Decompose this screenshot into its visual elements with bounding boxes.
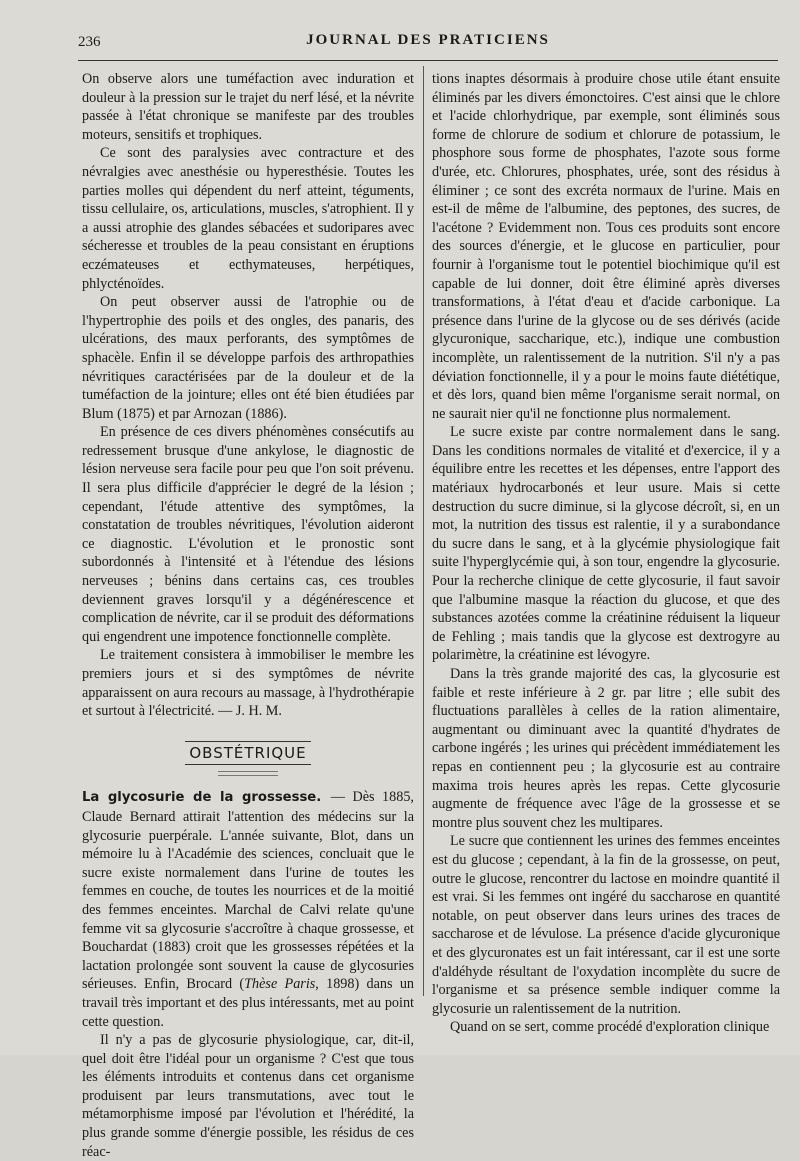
- section-title-wrap: [82, 741, 414, 766]
- column-divider: [423, 66, 424, 996]
- page-number: 236: [78, 34, 101, 50]
- paragraph: Ce sont des paralysies avec contracture et des névralgies avec anesthésie ou hyperesthésie. Toutes les parties molles qui dépendent du nerf atteint, téguments, tissu cellulaire, os, articulations, muscles, s'atrophient. Il y a aussi atrophie des glandes sébacées et sudoripares avec sécheresse et troubles de la peau consistant en éruptions eczémateuses et ecthymateuses, herpétiques, phlycténoïdes.: [82, 145, 414, 292]
- header-rule: [78, 60, 778, 61]
- page-header: [78, 30, 778, 56]
- article-intro-text: — Dès 1885, Claude Bernard attirait l'attention des médecins sur la glycosurie puerpérale. L'année suivante, Blot, dans un mémoire lu à l'Académie des sciences, concluait que le sucre existe normalement dans l'urine de toutes les femmes en couche, de toutes les nourrices et de la moitié des femmes enceintes. Marchal de Calvi relate qu'une femme vit sa glycosurie s'accroître à chaque grossesse, et Bouchardat (1883) croit que les grossesses répétées et la lactation prolongée sont souvent la cause de glycosuries sérieuses. Enfin, Brocard (: [82, 789, 414, 993]
- journal-title: JOURNAL DES PRATICIENS: [306, 32, 550, 48]
- paragraph: Dans la très grande majorité des cas, la glycosurie est faible et reste inférieure à 2 gr. par litre ; elle subit des fluctuations parallèles à celles de la ration alimentaire, augmentant ou diminuant avec la quantité d'hydrates de carbone ingérés ; les urines qui précèdent immédiatement les repas en contiennent peu ; la glycosurie est au contraire maxima trois heures après les repas. Cette glycosurie augmente de fréquence avec l'âge de la grossesse et se montre plus souvent chez les multipares.: [432, 666, 780, 831]
- paragraph: On peut observer aussi de l'atrophie ou de l'hypertrophie des poils et des ongles, des panaris, des ulcérations, des maux perforants, des symptômes de sphacèle. Enfin il se développe parfois des arthropathies névritiques caractérisées par de la douleur et de la tuméfaction de la jointure; elles ont été bien étudiées par Blum (1875) et par Arnozan (1886).: [82, 294, 414, 422]
- right-column: [432, 70, 780, 1037]
- paragraph: En présence de ces divers phénomènes consécutifs au redressement brusque d'une ankylose, le diagnostic de lésion nerveuse sera facile pour peu que l'on soit prévenu. Il sera plus difficile d'apprécier le degré de la lésion ; cependant, l'étude attentive des symptômes, la constatation de troubles névritiques, l'évolution aideront ce diagnostic. L'évolution et le pronostic sont subordonnés à l'intensité et à l'étendue des lésions nerveuses ; bénins dans certains cas, ces troubles deviennent graves lorsqu'il y a dégénérescence et complication de névrite, car il se produit des déformations qui engendrent une impotence fonctionnelle complète.: [82, 424, 414, 645]
- article-intro-end: , 1898) dans un travail très important et des plus intéressants, met au point cette question.: [82, 976, 415, 1030]
- article-intro-italic: Thèse Paris: [244, 976, 316, 993]
- paragraph: Le sucre que contiennent les urines des femmes enceintes est du glucose ; cependant, à la fin de la grossesse, on peut, outre le glucose, rencontrer du lactose en moindre quantité il est vrai. Si les femmes ont ingéré du saccharose en quantité notable, on peut observer dans leurs urines des traces de saccharose et de lévulose. La présence d'acide glycuronique et des glycuronates est un fait intéressant, car il est une sorte d'aldéhyde résultant de l'oxydation incomplète du sucre de l'organisme et sa présence semble indiquer comme la glycosurie un ralentissement de la nutrition.: [432, 833, 780, 1017]
- paragraph: On observe alors une tuméfaction avec induration et douleur à la pression sur le trajet du nerf lésé, et la névrite passée à l'état chronique se manifeste par des troubles moteurs, sensitifs et trophiques.: [82, 71, 414, 143]
- paragraph: Il n'y a pas de glycosurie physiologique, car, dit-il, quel doit être l'idéal pour un organisme ? C'est que tous les éléments introduits et contenus dans cet organisme produisent par leurs transmutations, avec tout le métamorphisme imposé par l'évolution et l'hérédité, la plus grande somme d'énergie possible, les résidus de ces réac-: [82, 1032, 414, 1160]
- paragraph: tions inaptes désormais à produire chose utile étant ensuite éliminés par les divers émonctoires. C'est ainsi que le chlore et l'acide chlorhydrique, par exemple, sont éliminés sous forme de chlorure de sodium et chlorure de potassium, le phosphore sous forme de phosphates, l'azote sous forme d'urée, etc. Chlorures, phosphates, urée, sont des résidus à éliminer ; ce sont des excréta normaux de l'urine. Mais en est-il de même de l'albumine, des peptones, des sucres, de l'acétone ? Evidemment non. Tous ces produits sont encore des sources d'énergie, et le glucose en particulier, pour fournir à l'organisme tout le potentiel biochimique qu'il est capable de lui donner, doit être éliminé après diverses transformations, à l'état d'eau et d'acide carbonique. La présence dans l'urine de la glycose ou de ses dérivés (acide glycuronique, saccharique, etc.), indique une combustion incomplète, un ralentissement de la nutrition. S'il n'y a pas déviation fonctionnelle, il y a pour le moins faute diététique, et dès lors, quand bien même l'organisme serait normal, on ne saurait nier qu'il ne fonctionne plus normalement.: [432, 71, 780, 422]
- section-title: OBSTÉTRIQUE: [185, 741, 310, 766]
- article-heading: La glycosurie de la grossesse.: [82, 790, 322, 806]
- left-column: [82, 70, 414, 1161]
- paragraph: Le traitement consistera à immobiliser le membre les premiers jours et si des symptômes de névrite apparaissent on aura recours au massage, à l'hydrothérapie et surtout à l'électricité. — J. H. M.: [82, 647, 414, 720]
- paragraph: Le sucre existe par contre normalement dans le sang. Dans les conditions normales de vitalité et d'exercice, il y a équilibre entre les recettes et les dépenses, entre l'apport des matériaux hydrocarbonés et leur usure. Mais si cette destruction du sucre diminue, si la glycose décroît, si, en un mot, la nutrition des tissus est ralentie, il y a surabondance du sucre dans le sang, et à la glycémie physiologique fait suite l'hyperglycémie qui, à son tour, engendre la glycosurie. Pour la recherche clinique de cette glycosurie, il faut savoir que l'albumine masque la réaction du glucose, et que des substances azotées comme la créatinine réduisent la liqueur de Fehling ; mais tandis que la glycose est dextrogyre au polarimètre, la créatinine est lévogyre.: [432, 424, 780, 664]
- paragraph: Quand on se sert, comme procédé d'exploration clinique: [450, 1019, 770, 1036]
- section-ornament: [218, 771, 278, 776]
- article-intro-paragraph: [82, 788, 414, 1031]
